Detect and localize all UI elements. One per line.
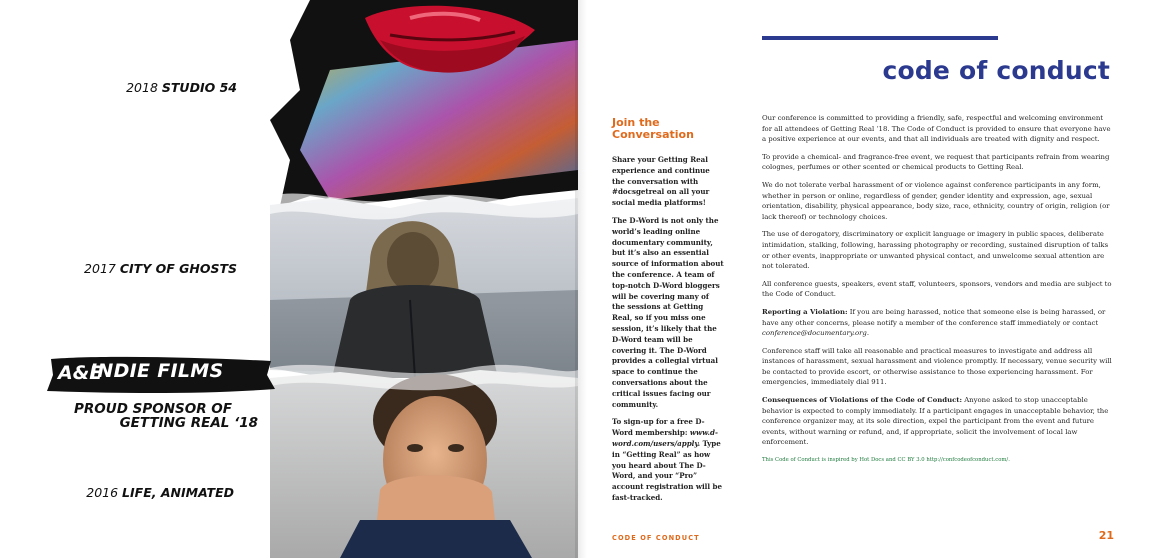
city-of-ghosts-image — [270, 196, 578, 380]
sponsor-line-2: GETTING REAL ‘18 — [119, 415, 258, 431]
life-animated-image — [270, 370, 578, 558]
sidebar-paragraph — [612, 417, 724, 503]
studio-54-image — [270, 0, 578, 206]
body-paragraph: We do not tolerate verbal harassment of or violence against conference participants in any form, whether in person or online, regardless of gender, gender identity and expression, age, sexual orientation, disability, physical appearance, body size, race, ethnicity, country of origin, religion (or lack thereof) or technology choices. — [762, 180, 1110, 221]
reporting-end: . — [866, 329, 870, 338]
footer-section-label: CODE OF CONDUCT — [612, 534, 700, 542]
code-of-conduct-body — [762, 113, 1114, 473]
sidebar-heading-line-1: Join the — [612, 116, 660, 129]
film-credit-city-of-ghosts — [84, 261, 237, 276]
sidebar-paragraph: Share your Getting Real experience and continue the conversation with #docsgetreal on all your social media platforms! — [612, 155, 710, 208]
reporting-text: If you are being harassed, notice that someone else is being harassed, or have any other concerns, please notify a member of the conference staff immediately or contact — [762, 307, 1106, 327]
signup-intro: To sign-up for a free D-Word membership: — [612, 417, 705, 438]
film-title: LIFE, ANIMATED — [122, 485, 234, 500]
film-credit-studio-54 — [126, 80, 237, 95]
page-title: code of conduct — [882, 56, 1110, 85]
page-gutter — [575, 0, 587, 558]
indie-films-brand: INDIE FILMS — [90, 360, 224, 382]
conference-email-link[interactable]: conference@documentary.org — [762, 329, 867, 338]
title-rule — [762, 36, 998, 40]
body-paragraph: All conference guests, speakers, event staff, volunteers, sponsors, vendors and media are subject to the Code of Conduct. — [762, 279, 1112, 299]
film-year: 2017 — [84, 261, 116, 276]
sidebar-heading-line-2: Conversation — [612, 128, 694, 141]
film-year: 2016 — [86, 485, 119, 500]
body-paragraph: Our conference is committed to providing a friendly, safe, respectful and welcoming environment for all attendees of Getting Real ‘18. The Code of Conduct is provided to ensure that everyone have a positive experience at our events, and that all individuals are treated with dignity and respect. — [762, 114, 1111, 144]
reporting-violation-paragraph — [762, 307, 1114, 339]
film-year: 2018 — [126, 80, 158, 95]
ae-logo: A&E — [58, 362, 103, 384]
credit-note: This Code of Conduct is inspired by Hot Docs and CC BY 3.0 http://confcodeofconduct.com/. — [762, 457, 1010, 464]
body-paragraph: Conference staff will take all reasonable and practical measures to investigate and address all instances of harassment, sexual harassment and violence promptly. If necessary, venue security will be contacted to provide escort, or otherwise assistance to those experiencing harassment. For emergencies, immediately dial 911. — [762, 346, 1112, 387]
page-number: 21 — [1098, 529, 1114, 542]
consequences-text: Anyone asked to stop unacceptable behavior is expected to comply immediately. If a participant engages in unacceptable behavior, the conference organizer may, at its sole direction, expel the participant from the event and future events, without warning or refund, and, if appropriate, solicit the involvement of local law enforcement. — [762, 396, 1109, 447]
sidebar-paragraph: The D-Word is not only the world’s leading online documentary community, but it’s also an essential source of information about the conference. A team of top-notch D-Word bloggers will be covering many of the sessions at Getting Real, so if you miss one session, it’s likely that the D-Word team will be covering it. The D-Word provides a collegial virtual space to continue the conversations about the critical issues facing our community. — [612, 215, 724, 409]
reporting-violation-heading: Reporting a Violation: — [762, 307, 848, 316]
body-paragraph: The use of derogatory, discriminatory or explicit language or imagery in public spaces, deliberate intimidation, stalking, following, harassing photography or recording, sustained disruption of talks or other events, inappropriate or unwanted physical contact, and unwelcome sexual attention are not tolerated. — [762, 230, 1109, 271]
dword-signup-link[interactable]: www.d-word.com/users/apply. — [612, 428, 718, 448]
sponsor-line-1: PROUD SPONSOR OF — [73, 401, 232, 417]
signup-instructions: Type in “Getting Real” as how you heard about The D-Word, and your “Pro” account registration will be fast-tracked. — [612, 438, 723, 502]
film-credit-life-animated — [86, 485, 234, 500]
film-photo-collage — [270, 0, 578, 558]
film-title: CITY OF GHOSTS — [119, 261, 237, 276]
film-title: STUDIO 54 — [161, 80, 237, 95]
consequences-heading: Consequences of Violations of the Code of Conduct: — [762, 396, 963, 405]
join-conversation-sidebar — [612, 117, 724, 511]
consequences-paragraph — [762, 395, 1114, 448]
body-paragraph: To provide a chemical- and fragrance-free event, we request that participants refrain from wearing colognes, perfumes or other scented or chemical products to Getting Real. — [762, 152, 1110, 172]
sidebar-heading — [612, 117, 724, 141]
